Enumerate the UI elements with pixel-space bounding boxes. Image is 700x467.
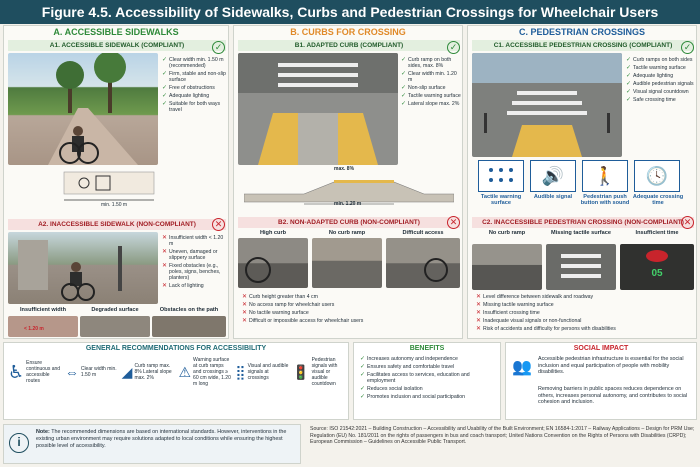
caption-obstacles: Obstacles on the path: [159, 307, 219, 313]
x-icon: ✕: [476, 310, 482, 316]
x-icon: ✕: [476, 302, 482, 308]
people-icon: 👥: [512, 359, 532, 376]
impact-paragraph-1: Accessible pedestrian infrastructure is essential for the social inclusion and equal participation of people with mobility disabilities.: [538, 356, 684, 376]
caption-crossing-time: Adequate crossing time: [632, 194, 684, 206]
benefits-box: BENEFITS ✓ Increases autonomy and independence ✓ Ensures safety and comfortable travel ✓ Facilitates access to services, education and employment ✓ Reduces social isolation ✓ Promotes inclusion and social participation: [353, 342, 501, 420]
check-icon: ✓: [360, 386, 366, 392]
compliant-check-icon: ✓: [212, 41, 225, 54]
b1-width-label: min. 1.20 m: [334, 201, 362, 207]
rec-item: ⣿ Visual and audible signals at crossings: [235, 363, 289, 381]
adapted-curb-photo: [238, 53, 398, 165]
x-icon: ✕: [242, 294, 248, 300]
note-text: Note: The recommended dimensions are based on international standards. However, interventions in the existing urban environment may require solutions adapted to local conditions while ensuring the highest possible level of accessibility.: [36, 429, 287, 449]
check-icon: ✓: [401, 101, 407, 107]
impact-paragraph-2: Removing barriers in public spaces reduces dependence on others, increases personal autonomy, and contributes to social cohesion and inclusion.: [538, 386, 688, 406]
rec-item: 🚦 Pedestrian signals with visual or audible countdown: [292, 357, 338, 387]
impact-heading: SOCIAL IMPACT: [573, 345, 629, 352]
check-icon: ✓: [401, 57, 407, 63]
c1-heading: C1. ACCESSIBLE PEDESTRIAN CROSSING (COMPLIANT): [472, 40, 694, 51]
inaccessible-sidewalk-photo: [8, 232, 158, 304]
b2-heading: B2. NON-ADAPTED CURB (NON-COMPLIANT): [238, 217, 460, 228]
missing-tactile-photo: [546, 244, 616, 290]
b2-checklist: ✕ Curb height greater than 4 cm ✕ No access ramp for wheelchair users ✕ No tactile warning surface ✕ Difficult or impossible access for wheelchair users: [242, 294, 364, 324]
check-icon: ✓: [162, 71, 168, 77]
benefits-heading: BENEFITS: [409, 345, 445, 352]
x-icon: ✕: [162, 235, 168, 241]
warning-icon: ⚠: [178, 363, 192, 380]
sidewalk-illustration: [8, 53, 158, 165]
c2-no-curb-ramp-photo: [472, 244, 542, 290]
clock-icon: 🕓: [634, 160, 680, 192]
general-recommendations: [3, 342, 349, 420]
a2-checklist: ✕ Insufficient width < 1.20 m ✕ Uneven, damaged or slippery surface ✕ Fixed obstacles (e.g., poles, signs, benches, planters) ✕ Lack of lighting: [162, 235, 224, 289]
check-icon: ✓: [360, 364, 366, 370]
caption-high-curb: High curb: [259, 230, 287, 236]
check-icon: ✓: [626, 89, 632, 95]
x-icon: ✕: [242, 302, 248, 308]
caption-tactile: Tactile warning surface: [480, 194, 522, 206]
rec-item: ♿ Ensure continuous and accessible routes: [8, 360, 61, 384]
c2-heading: C2. INACCESSIBLE PEDESTRIAN CROSSING (NON-COMPLIANT): [472, 217, 694, 228]
note-box: [3, 424, 301, 464]
check-icon: ✓: [626, 57, 632, 63]
check-icon: ✓: [401, 71, 407, 77]
check-icon: ✓: [162, 101, 168, 107]
push-button-icon: 🚶: [582, 160, 628, 192]
a2-width-label: < 1.20 m: [24, 326, 44, 332]
ramp-icon: ◢: [121, 363, 133, 380]
check-icon: ✓: [162, 93, 168, 99]
caption-degraded-surface: Degraded surface: [91, 307, 139, 313]
obstacles-photo: [152, 316, 226, 337]
check-icon: ✓: [162, 85, 168, 91]
non-compliant-x-icon: ✕: [447, 216, 460, 229]
accessible-crossing-photo: [472, 53, 622, 157]
column-b-heading: B. CURBS FOR CROSSING: [290, 27, 406, 37]
a2-heading: A2. INACCESSIBLE SIDEWALK (NON-COMPLIANT): [8, 219, 226, 230]
high-curb-photo: [238, 238, 308, 288]
rec-item: ⇔ Clear width min. 1.50 m: [64, 364, 117, 380]
width-arrow-icon: ⇔: [64, 364, 79, 380]
caption-insufficient-time: Insufficient time: [635, 230, 679, 236]
caption-c2-no-curb-ramp: No curb ramp: [488, 230, 526, 236]
rec-item: ◢ Curb ramp max. 8% Lateral slope max. 2%: [121, 363, 172, 381]
x-icon: ✕: [476, 326, 482, 332]
a1-heading: A1. ACCESSIBLE SIDEWALK (COMPLIANT): [8, 40, 226, 51]
b1-slope-label: max. 8%: [334, 166, 355, 172]
pedestrian-signal-icon: 🚦: [292, 363, 310, 380]
c2-checklist: ✕ Level difference between sidewalk and roadway ✕ Missing tactile warning surface ✕ Insufficient crossing time ✕ Inadequate visual signals or non-functional ✕ Risk of accidents and difficulty for persons with disabilities: [476, 294, 616, 332]
caption-insufficient-width: Insufficient width: [20, 307, 66, 313]
tactile-grid-icon: ⣿: [235, 363, 246, 380]
accessible-sidewalk-photo: [8, 53, 158, 165]
check-icon: ✓: [626, 73, 632, 79]
compliant-check-icon: ✓: [681, 41, 694, 54]
caption-difficult-access: Difficult access: [402, 230, 444, 236]
c1-checklist: ✓ Curb ramps on both sides ✓ Tactile warning surface ✓ Adequate lighting ✓ Audible pedestrian signals ✓ Visual signal countdown ✓ Safe crossing time: [626, 57, 694, 103]
compliant-check-icon: ✓: [447, 41, 460, 54]
pedestrian-signal-photo: [620, 244, 694, 290]
x-icon: ✕: [162, 249, 168, 255]
check-icon: ✓: [626, 65, 632, 71]
source-text: Source: ISO 21542:2021 – Building Construction – Accessibility and Usability of the Built Environment; EN 16584-1:2017 – Railway Applications – Design for PRM Use; Regulation (EU) No. 181/2011 on the rights of passengers in bus and coach transport; United Nations Convention on the Rights of Persons with Disabilities (CRPD); European Commission – Guidelines on Accessible Public Transport.: [310, 426, 695, 446]
non-compliant-x-icon: ✕: [681, 216, 694, 229]
x-icon: ✕: [476, 294, 482, 300]
social-impact-box: [505, 342, 697, 420]
check-icon: ✓: [360, 372, 366, 378]
signal-countdown: 05: [651, 268, 663, 279]
x-icon: ✕: [162, 283, 168, 289]
b1-checklist: ✓ Curb ramp on both sides, max. 8% ✓ Clear width min. 1.20 m ✓ Non-slip surface ✓ Tactile warning surface ✓ Lateral slope max. 2%: [401, 57, 461, 107]
a1-width-label: min. 1.50 m: [100, 202, 128, 208]
x-icon: ✕: [242, 310, 248, 316]
x-icon: ✕: [476, 318, 482, 324]
column-a-heading: A. ACCESSIBLE SIDEWALKS: [53, 27, 179, 37]
a1-checklist: ✓ Clear width min. 1.50 m (recommended) ✓ Firm, stable and non-slip surface ✓ Free of obstructions ✓ Adequate lighting ✓ Suitable for both ways travel: [162, 57, 226, 113]
caption-audible: Audible signal: [533, 194, 573, 200]
caption-no-curb-ramp: No curb ramp: [328, 230, 366, 236]
caption-missing-tactile: Missing tactile surface: [551, 230, 611, 236]
info-icon: i: [9, 433, 29, 453]
b1-heading: B1. ADAPTED CURB (COMPLIANT): [238, 40, 460, 51]
difficult-access-photo: [386, 238, 460, 288]
check-icon: ✓: [162, 57, 168, 63]
no-curb-ramp-photo: [312, 238, 382, 288]
caption-push-button: Pedestrian push button with sound: [580, 194, 630, 206]
recs-heading: GENERAL RECOMMENDATIONS FOR ACCESSIBILITY: [85, 345, 267, 352]
degraded-surface-photo: [80, 316, 150, 337]
check-icon: ✓: [401, 93, 407, 99]
check-icon: ✓: [626, 97, 632, 103]
check-icon: ✓: [360, 356, 366, 362]
red-signal-icon: [646, 250, 668, 262]
check-icon: ✓: [360, 394, 366, 400]
column-c-heading: C. PEDESTRIAN CROSSINGS: [518, 27, 646, 37]
tactile-surface-icon: [478, 160, 524, 192]
non-compliant-x-icon: ✕: [212, 218, 225, 231]
rec-item: ⚠ Warning surface at curb ramps and crossings ≥ 60 cm wide, 1.20 m long: [178, 357, 231, 387]
x-icon: ✕: [162, 263, 168, 269]
column-accessible-sidewalks: [3, 25, 229, 339]
column-curbs: [233, 25, 463, 339]
check-icon: ✓: [626, 81, 632, 87]
column-pedestrian-crossings: [467, 25, 697, 339]
check-icon: ✓: [401, 85, 407, 91]
page-title: Figure 4.5. Accessibility of Sidewalks, Curbs and Pedestrian Crossings for Wheelchair Users: [0, 0, 700, 24]
x-icon: ✕: [242, 318, 248, 324]
audible-signal-icon: 🔊: [530, 160, 576, 192]
wheelchair-icon: ♿: [8, 361, 25, 382]
